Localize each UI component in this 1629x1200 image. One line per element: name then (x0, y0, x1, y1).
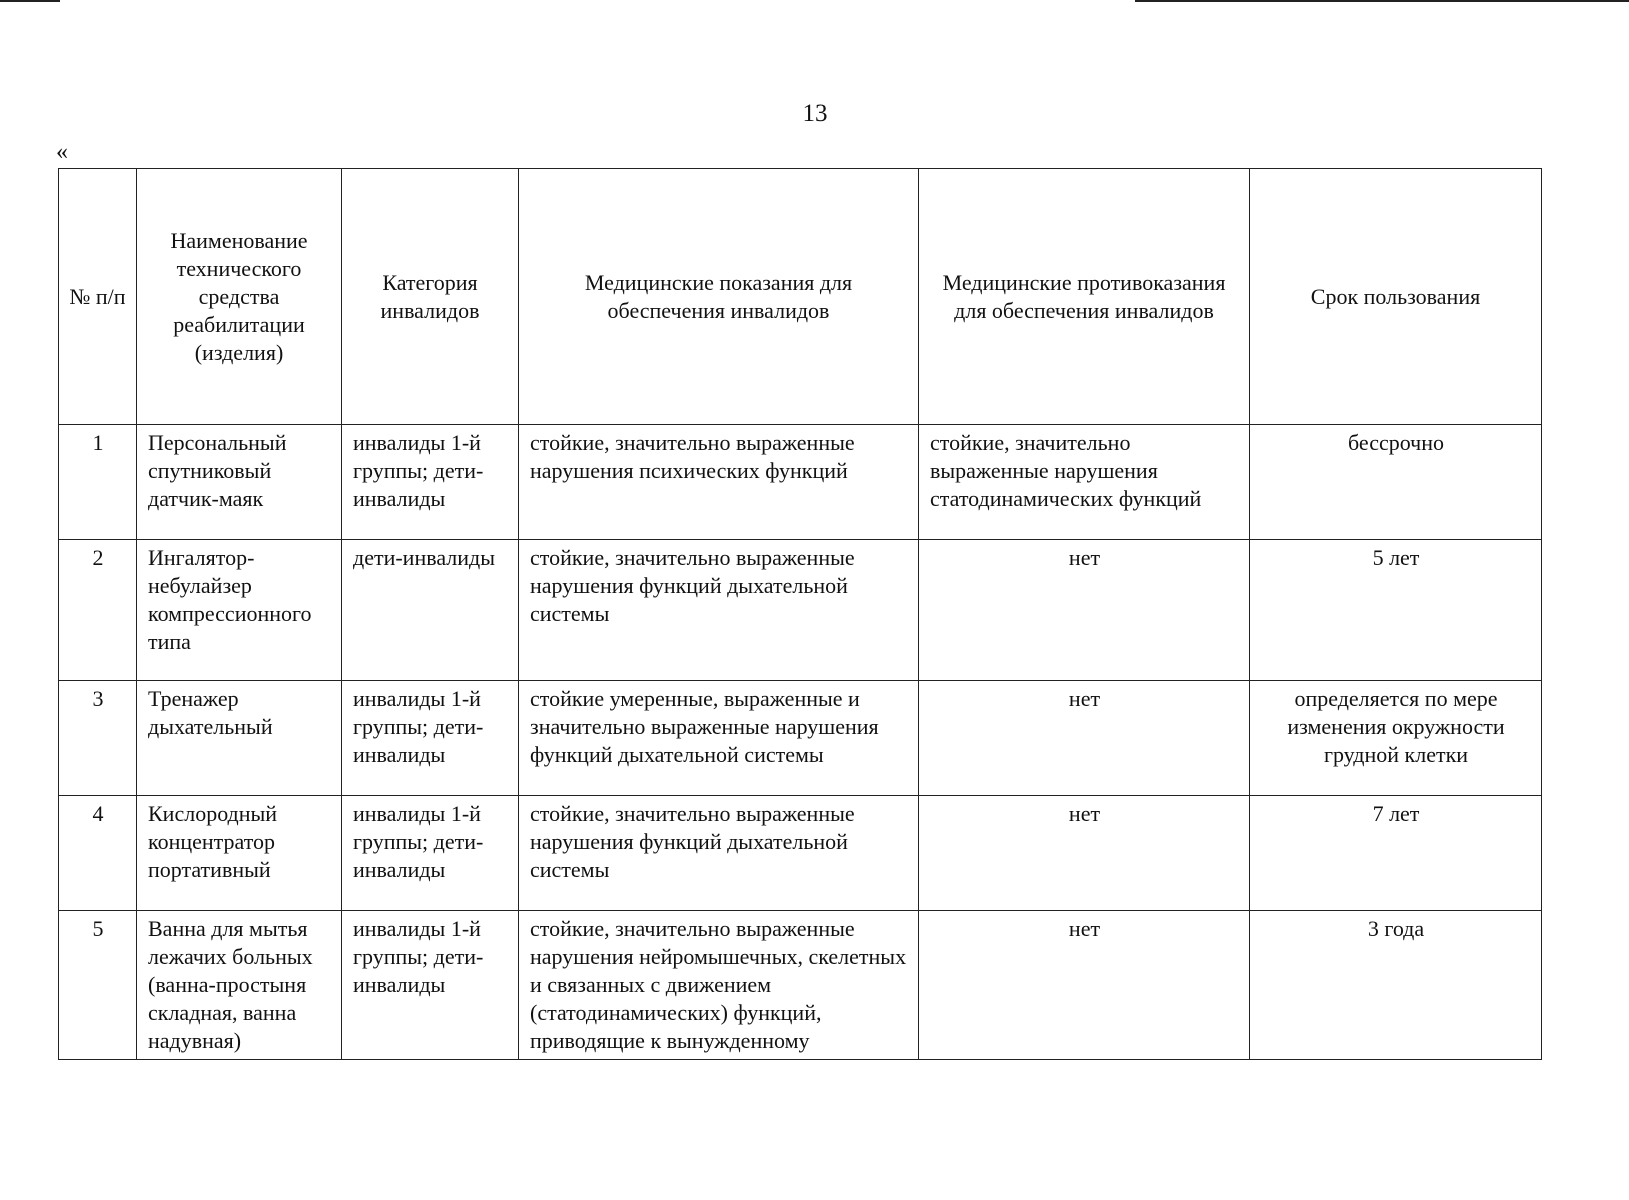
disability-category: инвалиды 1-й группы; дети-инвалиды (342, 796, 519, 911)
scan-edge-line-right (1135, 0, 1629, 2)
disability-category: инвалиды 1-й группы; дети-инвалиды (342, 425, 519, 540)
medical-contraindications: нет (919, 681, 1250, 796)
device-name: Тренажер дыхательный (137, 681, 342, 796)
medical-indications: стойкие умеренные, выраженные и значительно выраженные нарушения функций дыхательной системы (519, 681, 919, 796)
table-row (59, 425, 1542, 540)
medical-contraindications: нет (919, 796, 1250, 911)
device-name: Ванна для мытья лежачих больных (ванна-простыня складная, ванна надувная) (137, 911, 342, 1060)
medical-contraindications: нет (919, 911, 1250, 1060)
row-number: 1 (59, 425, 137, 540)
device-name: Персональный спутниковый датчик-маяк (137, 425, 342, 540)
header-disability-category: Категория инвалидов (342, 169, 519, 425)
usage-term: 3 года (1250, 911, 1542, 1060)
header-medical-indications: Медицинские показания для обеспечения инвалидов (519, 169, 919, 425)
row-number: 4 (59, 796, 137, 911)
table-header-row (59, 169, 1542, 425)
table-row (59, 796, 1542, 911)
disability-category: дети-инвалиды (342, 540, 519, 681)
device-name: Кислородный концентратор портативный (137, 796, 342, 911)
rehabilitation-means-table (58, 168, 1542, 1060)
header-usage-term: Срок пользования (1250, 169, 1542, 425)
medical-contraindications: стойкие, значительно выраженные нарушения статодинамических функций (919, 425, 1250, 540)
table-row (59, 911, 1542, 1060)
medical-indications: стойкие, значительно выраженные нарушения психических функций (519, 425, 919, 540)
row-number: 2 (59, 540, 137, 681)
header-medical-contraindications: Медицинские противоказания для обеспечения инвалидов (919, 169, 1250, 425)
medical-indications: стойкие, значительно выраженные нарушения функций дыхательной системы (519, 796, 919, 911)
usage-term: бессрочно (1250, 425, 1542, 540)
medical-indications: стойкие, значительно выраженные нарушения нейромышечных, скелетных и связанных с движением (статодинамических) функций, приводящие к вынужденному (519, 911, 919, 1060)
row-number: 3 (59, 681, 137, 796)
medical-contraindications: нет (919, 540, 1250, 681)
usage-term: 5 лет (1250, 540, 1542, 681)
opening-quote-mark: « (56, 139, 68, 165)
header-number: № п/п (59, 169, 137, 425)
disability-category: инвалиды 1-й группы; дети-инвалиды (342, 681, 519, 796)
page-number: 13 (802, 100, 828, 127)
scan-edge-line-left (0, 0, 60, 2)
device-name: Ингалятор-небулайзер компрессионного типа (137, 540, 342, 681)
header-device-name: Наименование технического средства реабилитации (изделия) (137, 169, 342, 425)
table-row (59, 540, 1542, 681)
medical-indications: стойкие, значительно выраженные нарушения функций дыхательной системы (519, 540, 919, 681)
row-number: 5 (59, 911, 137, 1060)
usage-term: 7 лет (1250, 796, 1542, 911)
usage-term: определяется по мере изменения окружности грудной клетки (1250, 681, 1542, 796)
disability-category: инвалиды 1-й группы; дети-инвалиды (342, 911, 519, 1060)
table-row (59, 681, 1542, 796)
